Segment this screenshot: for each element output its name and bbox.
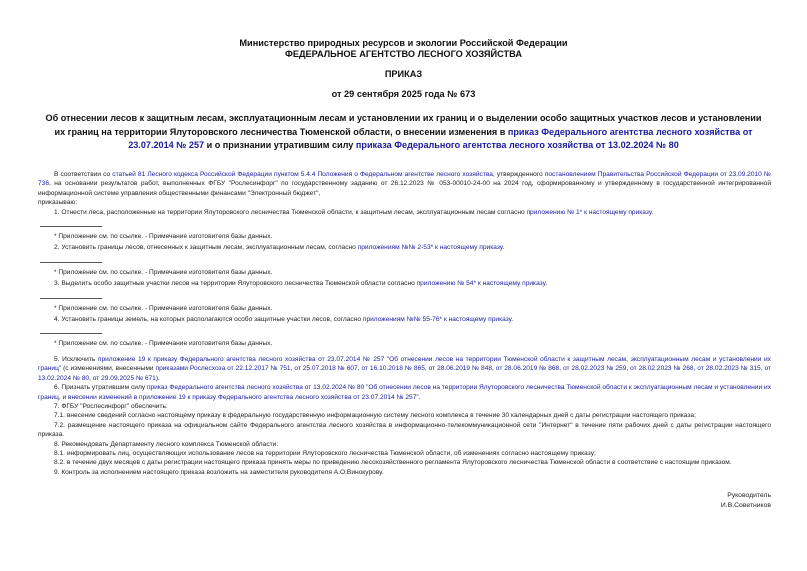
- doc-type: ПРИКАЗ: [384, 69, 423, 79]
- link-forest-code-art81[interactable]: статьей 81 Лесного кодекса Российской Федерации: [112, 171, 272, 178]
- item-text: ).: [155, 374, 160, 382]
- item-text: 3. Выделить особо защитные участки лесов на территории Ялуторовского лесничества Тюменской области согласно: [54, 280, 417, 288]
- item-text: .: [511, 316, 514, 324]
- item-text: .: [545, 280, 548, 288]
- preamble-text: , на основании результатов работ, выполненных ФГБУ "Рослесинфорг" по государственному заданию от 26.12.2023 № 053-00010-24-00 на 2024 год, сформированному и утвержденному в государственной интегрированной информационной системе управления общественными финансами "Электронный бюджет",: [38, 180, 771, 197]
- doc-date-number: от 29 сентября 2025 года № 673: [331, 89, 476, 99]
- item-text: 1. Отнести леса, расположенные на территории Ялуторовского лесничества Тюменской области, к защитным лесам, эксплуатационным лесам согласно: [54, 208, 527, 216]
- signatory-name: И.В.Советников: [720, 502, 771, 509]
- footnote-divider: [40, 226, 102, 227]
- doc-title: [40, 112, 767, 153]
- footnote-divider: [40, 333, 102, 334]
- item-2: [38, 243, 771, 252]
- item-4: [38, 315, 771, 324]
- item-text: .: [418, 393, 421, 401]
- link-appendix-19-order-257[interactable]: приложение 19 к приказу Федерального агентства лесного хозяйства от 23.07.2014 № 257 "Об отнесении лесов на территории Тюменской области к защитным лесам, эксплуатационным лесам и установлении их границ": [38, 355, 771, 373]
- title-link-order-80[interactable]: приказа Федерального агентства лесного хозяйства от 13.02.2024 № 80: [355, 140, 679, 150]
- signature-block: [721, 491, 771, 511]
- link-appendix-54[interactable]: приложению № 54* к настоящему приказу: [416, 280, 546, 288]
- title-link-order-257[interactable]: приказ Федерального агентства лесного хозяйства от 23.07.2014 № 257: [128, 126, 753, 150]
- item-7-2: 7.2. размещение настоящего приказа на официальном сайте Федерального агентства лесного хозяйства в информационно-телекоммуникационной сети "Интернет" в течение пяти рабочих дней с даты регистрации настоящего приказа.: [38, 421, 771, 439]
- item-7: 7. ФГБУ "Рослесинфорг" обеспечить:: [54, 402, 168, 410]
- link-order-80[interactable]: приказ Федерального агентства лесного хозяйства от 13.02.2024 № 80 "Об отнесении лесов на территории Ялуторовского лесничества Тюменской области к эксплуатационным лесам и установлении их границ, и внесении изменений в приложение 19 к приказу Федерального агентства лесного хозяйства от 23.07.2014 № 257": [38, 384, 771, 401]
- footnote: * Приложение см. по ссылке. - Примечание изготовителя базы данных.: [54, 268, 273, 276]
- footnote: * Приложение см. по ссылке. - Примечание изготовителя базы данных.: [54, 304, 273, 312]
- preamble: [38, 170, 771, 198]
- item-3: [38, 279, 771, 288]
- footnote-divider: [40, 298, 102, 299]
- order-word: приказываю:: [38, 199, 78, 207]
- link-appendix-2-53[interactable]: приложениям №№ 2-53* к настоящему приказу: [357, 244, 503, 252]
- item-text: 5. Исключить: [54, 355, 98, 363]
- link-government-decree-736[interactable]: постановлением Правительства Российской Федерации от 23.09.2010 № 736: [38, 171, 771, 188]
- document-body: [38, 170, 771, 477]
- link-regulation-5-4-4[interactable]: пунктом 5.4.4 Положения о Федеральном агентстве лесного хозяйства: [274, 171, 493, 178]
- title-text-2: и о признании утратившим силу: [204, 140, 356, 150]
- title-text-1: Об отнесении лесов к защитным лесам, эксплуатационным лесам и установлении их границ и о выделении особо защитных участков лесов и установлении их границ на территории Ялуторовского лесничества Тюменской области, о внесении изменения в: [45, 113, 762, 137]
- item-5: [38, 355, 771, 383]
- link-amending-orders[interactable]: приказами Рослесхоза от 22.12.2017 № 751, от 25.07.2018 № 607, от 16.10.2018 № 865, от 28.06.2019 № 848, от 28.06.2019 № 868, от 28.02.2023 № 259, от 28.02.2023 № 268, от 28.02.2023 № 315, от 13.02.2024 № 80, от 29.09.2025 № 671: [38, 365, 771, 382]
- item-8-1: 8.1. информировать лиц, осуществляющих использование лесов на территории Ялуторовского лесничества Тюменской области, об изменениях согласно настоящему приказу;: [54, 449, 596, 457]
- item-8: 8. Рекомендовать Департаменту лесного комплекса Тюменской области:: [54, 440, 279, 448]
- link-appendix-55-76[interactable]: приложениям №№ 55-76* к настоящему приказу: [362, 316, 512, 324]
- item-text: 4. Установить границы земель, на которых располагаются особо защитные участки лесов, согласно: [54, 316, 363, 324]
- item-text: .: [502, 244, 505, 252]
- item-text: (с изменениями, внесенными: [61, 365, 156, 373]
- item-text: 2. Установить границы лесов, отнесенных к защитным лесам, эксплуатационным лесам, согласно: [54, 244, 358, 252]
- footnote: * Приложение см. по ссылке. - Примечание изготовителя базы данных.: [54, 233, 273, 241]
- item-7-1: 7.1. внесение сведений согласно настоящему приказу в федеральную государственную информационную систему лесного комплекса в течение 30 календарных дней с даты регистрации настоящего приказа;: [54, 412, 696, 420]
- preamble-text: В соответствии со: [54, 171, 113, 178]
- item-text: 6. Признать утратившим силу: [54, 384, 147, 392]
- ministry-name: Министерство природных ресурсов и экологии Российской Федерации: [239, 38, 568, 48]
- item-text: .: [651, 208, 654, 216]
- item-6: [38, 383, 771, 402]
- item-9: 9. Контроль за исполнением настоящего приказа возложить на заместителя руководителя А.О.Винокурову.: [54, 468, 384, 476]
- item-1: [38, 208, 771, 217]
- footnote-divider: [40, 262, 102, 263]
- item-8-2: 8.2. в течение двух месяцев с даты регистрации настоящего приказа принять меры по приведению лесохозяйственного регламента Ялуторовского лесничества Тюменской области в соответствие с настоящим приказом.: [54, 459, 732, 467]
- agency-name: ФЕДЕРАЛЬНОЕ АГЕНТСТВО ЛЕСНОГО ХОЗЯЙСТВА: [285, 49, 522, 59]
- footnote: * Приложение см. по ссылке. - Примечание изготовителя базы данных.: [54, 340, 273, 348]
- signatory-position: Руководитель: [727, 492, 771, 499]
- link-appendix-1[interactable]: приложению № 1* к настоящему приказу: [526, 208, 652, 216]
- preamble-text: , утвержденного: [492, 171, 545, 178]
